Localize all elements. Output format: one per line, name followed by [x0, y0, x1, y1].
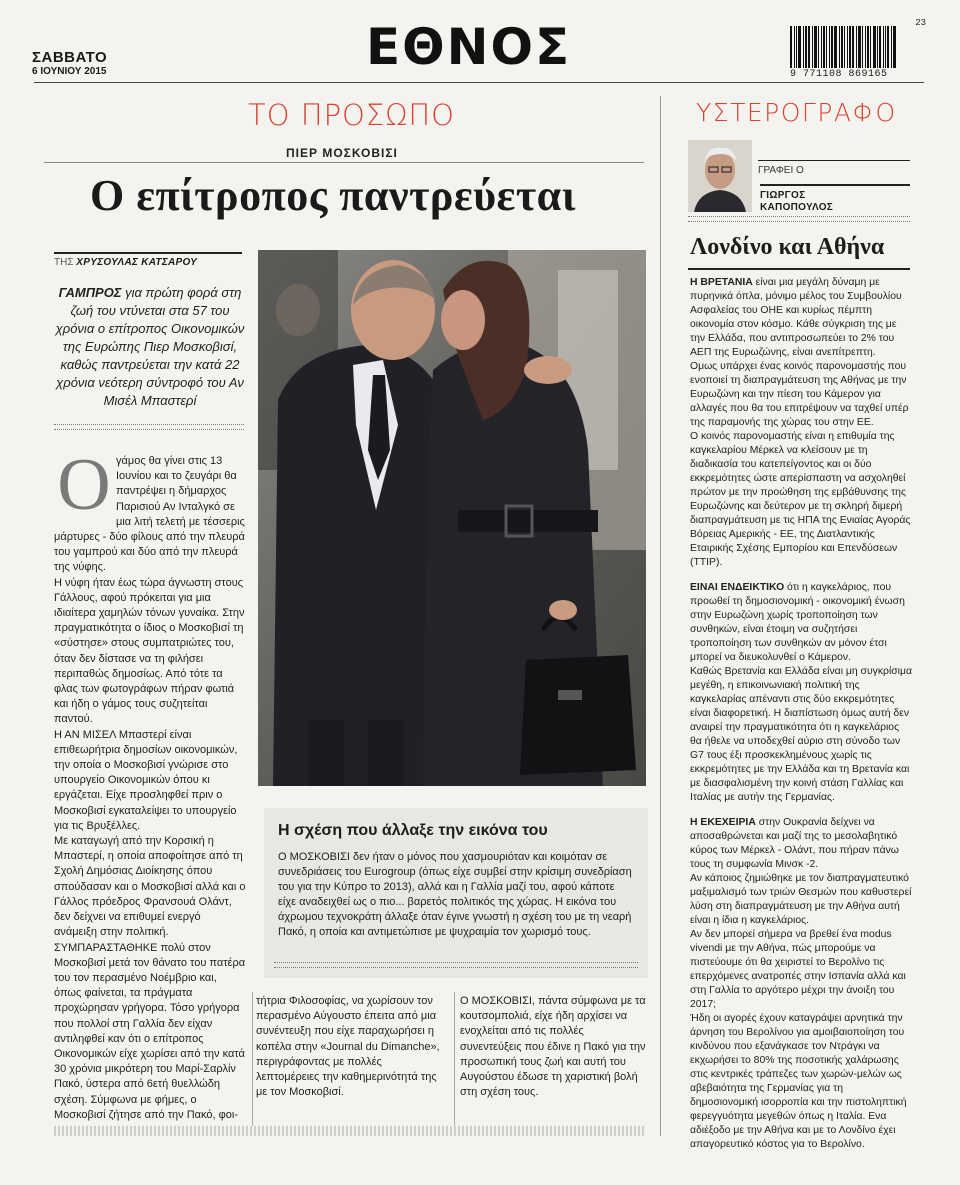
lede-lead: ΓΑΜΠΡΟΣ [58, 285, 122, 300]
paragraph-text: Ο κοινός παρονομαστής είναι η επιθυμία της καγκελαρίου Μέρκελ να κλείσουν με τη διαδικασία του κατεπείγοντος και οι δύο εκκρεμότητες ώστε απερίσπαστη να ασχοληθεί πρώτον με την προώθηση της εμβάθυνσης της Ευρωζώνης και δεύτερον με τη σκληρή διμερή διαπραγμάτευση με τις ΗΠΑ της Ενιαίας Αγοράς Βόρειας Αμερικής - ΕΕ, της Διατλαντικής Εταιρικής Σχέσης Εμπορίου και Επενδύσεων (ΤΤΙΡ). [690, 431, 911, 568]
article-photo [258, 250, 646, 786]
author-last-name: ΚΑΠΟΠΟΥΛΟΣ [760, 202, 834, 213]
title-rule [688, 268, 910, 270]
paragraph: γάμος θα γίνει στις 13 Ιουνίου και το ζευγάρι θα παντρέψει η δήμαρχος Παρισιού Αν Ινταλγκό σε μια λιτή τελετή με τέσσερις μάρτυρες - δύο φίλους από την πλευρά του γαμπρού και δύο από την πλευρά της νύφης. [54, 455, 245, 574]
paragraph-text: Αν δεν μπορεί σήμερα να βρεθεί ένα modus vivendi με την Αθήνα, πώς μπορούμε να πιστεύουμε ότι θα χειριστεί το Βερολίνο τις επερχόμενες ανατροπές στην Ισπανία αλλά και στη Γαλλία το αργότερο μέχρι την άνοιξη του 2017; [690, 929, 906, 1010]
barcode-bar [839, 26, 840, 68]
column-paragraph [690, 872, 912, 928]
barcode-bar [865, 26, 866, 68]
author-separator [688, 216, 910, 222]
paragraph-text: είναι μια μεγάλη δύναμη με πυρηνικά όπλα, μόνιμο μέλος του Συμβουλίου Ασφαλείας του ΟΗΕ και κυρίως πέμπτη οικονομία στον κόσμο. Κάθε σύγκριση της με την Ελλάδα, που αντιπροσωπεύει το 2% του ΑΕΠ της Ευρωζώνης, είναι ανεπίτρεπτη. [690, 277, 902, 358]
body-column-1 [54, 444, 246, 1123]
barcode-bar [803, 26, 804, 68]
barcode-bar [887, 26, 889, 68]
barcode-bar [891, 26, 892, 68]
paragraph-text: Ήδη οι αγορές έχουν καταγράψει αρνητικά την άρνηση του Βερολίνου για αμοιβαιοποίηση του κινδύνου που εξανάγκασε τον Ντράγκι να εκχωρήσει το 80% της ποσοτικής χαλάρωσης στις κεντρικές τράπεζες των χωρών-μελών ως αβεβαιότητα της Γερμανίας για τη δημοσιονομική ισορροπία και την πιστοληπτική φερεγγυότητα μεγεθών όπως η Ιταλία. Ενα αδιέξοδο με την Αθήνα και με το Λονδίνο έχει απαγορευτικό κόστος για το Βερολίνο. [690, 1013, 907, 1150]
paragraph-lead: Η ΕΚΕΧΕΙΡΙΑ [690, 817, 756, 828]
barcode-bar [893, 26, 896, 68]
barcode-bar [862, 26, 863, 68]
headline: Ο επίτροπος παντρεύεται [90, 171, 576, 220]
barcode-bar [877, 26, 878, 68]
paragraph-text: Αν κάποιος ζημιώθηκε με τον διαπραγματευτικό μαξιμαλισμό των τριών Θεσμών που καθυστερεί λύση στη διαπραγμάτευση με την Αθήνα αυτή είναι η ίδια η καγκελάριος. [690, 873, 912, 926]
kiss-photo-illustration [258, 250, 646, 786]
column-body [690, 276, 912, 1152]
column-paragraph [690, 665, 912, 805]
byline-name: ΧΡΥΣΟΥΛΑΣ ΚΑΤΣΑΡΟΥ [76, 257, 198, 268]
barcode-bar [879, 26, 881, 68]
main-article [34, 92, 654, 1142]
column-author [760, 184, 910, 214]
barcode-bar [794, 26, 795, 68]
sidebar-box [264, 808, 648, 978]
barcode-bar [823, 26, 825, 68]
barcode-bars [790, 26, 930, 68]
barcode-bar [883, 26, 884, 68]
barcode-bar [858, 26, 861, 68]
barcode-bar [798, 26, 801, 68]
column-paragraph [690, 816, 912, 872]
box-title: Η σχέση που άλλαξε την εικόνα του [278, 822, 548, 839]
paragraph: Η ΑΝ ΜΙΣΕΛ Μπαστερί είναι επιθεωρήτρια δημοσίων οικονομικών, την οποία ο Μοσκοβισί γνώρισε στο υπουργείο Οικονομικών όπου κι εργάζεται. Είχε προσληφθεί πριν ο Μοσκοβισί εγκαταλείψει το υπουργείο για τις Βρυξέλλες. [54, 728, 238, 832]
box-separator [274, 962, 638, 968]
article-person: ΠΙΕΡ ΜΟΣΚΟΒΙΣΙ [286, 146, 398, 160]
barcode-number: 9 771108 869165 [790, 69, 888, 80]
byline [54, 252, 242, 268]
written-by-label: ΓΡΑΦΕΙ Ο [758, 160, 910, 176]
body-column-2 [256, 994, 446, 1100]
barcode-bar [856, 26, 857, 68]
barcode-bar [831, 26, 833, 68]
column-divider [660, 96, 661, 1136]
paragraph: Ο ΜΟΣΚΟΒΙΣΙ, πάντα σύμφωνα με τα κουτσομπολιά, είχε ήδη αρχίσει να ενοχλείται από τις πολλές συνεντεύξεις που έδινε η Πακό για την προσωπική τους ζωή και αυτή του Αυγούστου έδωσε τη χαριστική βολή στη σχέση τους. [460, 995, 646, 1099]
barcode-bar [821, 26, 822, 68]
issue-number: 23 [915, 18, 926, 28]
paragraph: τήτρια Φιλοσοφίας, να χωρίσουν τον περασμένο Αύγουστο έπειτα από μια συνέντευξη που είχε παραχωρήσει η κοπέλα στην «Journal du Dimanche», περιγράφοντας με πολλές λεπτομέρειες την καθημερινότητά της με τον Μοσκοβισί. [256, 995, 440, 1099]
column-paragraph [690, 276, 912, 360]
barcode-bar [885, 26, 886, 68]
sidebar-section-title: ΥΣΤΕΡΟΓΡΑΦΟ [696, 98, 897, 127]
barcode [790, 18, 930, 84]
headline-rule [44, 162, 644, 163]
column-divider [454, 992, 455, 1126]
lede [54, 284, 246, 410]
barcode-bar [834, 26, 837, 68]
bottom-strip [54, 1126, 644, 1136]
paragraph-text: Ομως υπάρχει ένας κοινός παρονομαστής που ενοποιεί τη διαπραγμάτευση της Αθήνας με την Ευρωζώνη και την πίεση του Κάμερον για αλλαγές που θα του επιτρέψουν να ταχθεί υπέρ της παραμονής της χώρας του στην ΕΕ. [690, 361, 909, 428]
column-sidebar [668, 92, 930, 1150]
barcode-bar [867, 26, 869, 68]
paragraph: Η νύφη ήταν έως τώρα άγνωστη στους Γάλλους, αφού πρόκειται για μια ιδιαίτερα χαμηλών τόνων γυναίκα. Στην πραγματικότητα ο ίδιος ο Μοσκοβισί τη «σύστησε» στους συμπατριώτες του, όταν δεν δίστασε να τη φιλήσει περιπαθώς δημοσίως. Από τότε τα φλας των φωτογράφων πήραν φωτιά και ήδη ο γάμος τους συζητείται παντού. [54, 576, 245, 726]
byline-prefix: ΤΗΣ [54, 257, 74, 268]
author-first-name: ΓΙΩΡΓΟΣ [760, 190, 806, 201]
paragraph-text: στην Ουκρανία δείχνει να αποσαθρώνεται και μαζί της το μεσολαβητικό κύρος των Μέρκελ - Ολάντ, που πήραν πάνω τους τη συμφωνία Μινσκ -2. [690, 817, 899, 870]
barcode-bar [844, 26, 845, 68]
barcode-bar [826, 26, 827, 68]
barcode-bar [812, 26, 813, 68]
barcode-bar [796, 26, 797, 68]
author-photo [688, 140, 752, 212]
barcode-bar [818, 26, 819, 68]
body-column-3 [460, 994, 648, 1100]
paragraph: ΣΥΜΠΑΡΑΣΤΑΘΗΚΕ πολύ στον Μοσκοβισί μετά τον θάνατο του πατέρα του τον περασμένο Νοέμβριο και, όπως φαίνεται, τα πράγματα προχώρησαν γρήγορα. Τόσο γρήγορα που πολλοί στη Γαλλία δεν είχαν αντιληφθεί καν ότι ο επίτροπος Οικονομικών είχε χωρίσει από την κατά 30 χρόνια μικρότερη του Μαρί-Σαρλίν Πακό, ύστερα από 6ετή θυελλώδη σχέση. Σύμφωνα με φήμες, ο Μοσκοβισί ζήτησε από την Πακό, φοι- [54, 941, 246, 1121]
barcode-bar [849, 26, 851, 68]
column-paragraph [690, 360, 912, 430]
paragraph-lead: Η ΒΡΕΤΑΝΙΑ [690, 277, 753, 288]
issue-day-month: 6 ΙΟΥΝΙΟΥ 2015 [32, 66, 107, 77]
box-body: Ο ΜΟΣΚΟΒΙΣΙ δεν ήταν ο μόνος που χασμουριόταν και κοιμόταν σε συνεδριάσεις του Eurogroup (όπως είχε συμβεί στην κρίσιμη συνεδρίαση του για την Κύπρο το 2013), αλλά και η Γαλλία μαζί του, αφού κάποτε είχε αναδειχθεί ως ο πιο... βαρετός πολιτικός της χώρας. Η εικόνα του άχρωμου τεχνοκράτη άλλαξε όταν έγινε γνωστή η σχέση του με τη νεαρή Πακό, η οποία και αντιμετώπισε με ψυχραιμία τον χωρισμό τους. [278, 851, 632, 938]
issue-date [32, 50, 107, 77]
barcode-bar [814, 26, 817, 68]
paragraph-text: ότι η καγκελάριος, που προωθεί τη δημοσιονομική - οικονομική ένωση στην Ευρωζώνη χωρίς τροποποίηση των συνθηκών, είναι έτοιμη να συζητήσει τροποποίηση των συνθηκών αν μόνον έτσι μπορεί να διευκολυνθεί ο Κάμερον. [690, 582, 905, 663]
masthead-rule [34, 82, 924, 83]
section-title: ΤΟ ΠΡΟΣΩΠΟ [248, 98, 455, 132]
paragraph-lead: ΕΙΝΑΙ ΕΝΔΕΙΚΤΙΚΟ [690, 582, 785, 593]
barcode-bar [870, 26, 871, 68]
column-paragraph [690, 1012, 912, 1152]
masthead [30, 18, 930, 88]
first-paragraph [54, 444, 246, 576]
barcode-bar [847, 26, 848, 68]
barcode-bar [873, 26, 876, 68]
lede-separator [54, 424, 244, 430]
paragraph-text: Καθώς Βρετανία και Ελλάδα είναι μη συγκρίσιμα μεγέθη, η επικοινωνιακή πολιτική της καγκελαρίας απέναντι στις δύο εκκρεμότητες είναι διαφορετική. Η διαπίστωση όμως αυτή δεν αναιρεί την πραγματικότητα ότι η καγκελάριος θα ήθελε να υποδεχθεί αύριο στη σύνοδο των G7 τους έξι προσκεκλημένους χωρίς τις εκκρεμότητες με την Ελλάδα και τη Βρετανία και με διασφαλισμένη την κοινή στάση Γαλλίας και Ιταλίας με αυτήν της Γερμανίας. [690, 666, 912, 803]
column-paragraph [690, 928, 912, 1012]
barcode-bar [841, 26, 843, 68]
barcode-bar [852, 26, 854, 68]
drop-cap: Ο [57, 444, 111, 526]
barcode-bar [805, 26, 807, 68]
issue-day: ΣΑΒΒΑΤΟ [32, 49, 108, 66]
newspaper-logo: ΕΘΝΟΣ [366, 18, 572, 76]
column-paragraph [690, 430, 912, 570]
barcode-bar [808, 26, 810, 68]
column-title: Λονδίνο και Αθήνα [690, 234, 885, 260]
paragraph: Με καταγωγή από την Κορσική η Μπαστερί, η οποία αποφοίτησε από τη Σχολή Δημόσιας Διοίκησης όπου σπούδασαν και ο Μοσκοβισί αλλά και ο Γάλλος πρόεδρος Φρανσουά Ολάντ, δεν δείχνει να επιθυμεί ενεργό ανάμειξη στην πολιτική. [54, 835, 246, 939]
column-divider [252, 992, 253, 1126]
barcode-bar [790, 26, 792, 68]
column-paragraph [690, 581, 912, 665]
author-portrait [688, 140, 752, 212]
lede-text: για πρώτη φορά στη ζωή του ντύνεται στα 57 του χρόνια ο επίτροπος Οικονομικών της Ευρώπης Πιερ Μοσκοβισί, καθώς παντρεύεται την κατά 22 χρόνια νεότερη σύντροφό του Αν Μισέλ Μπαστερί [55, 285, 245, 408]
barcode-bar [829, 26, 830, 68]
